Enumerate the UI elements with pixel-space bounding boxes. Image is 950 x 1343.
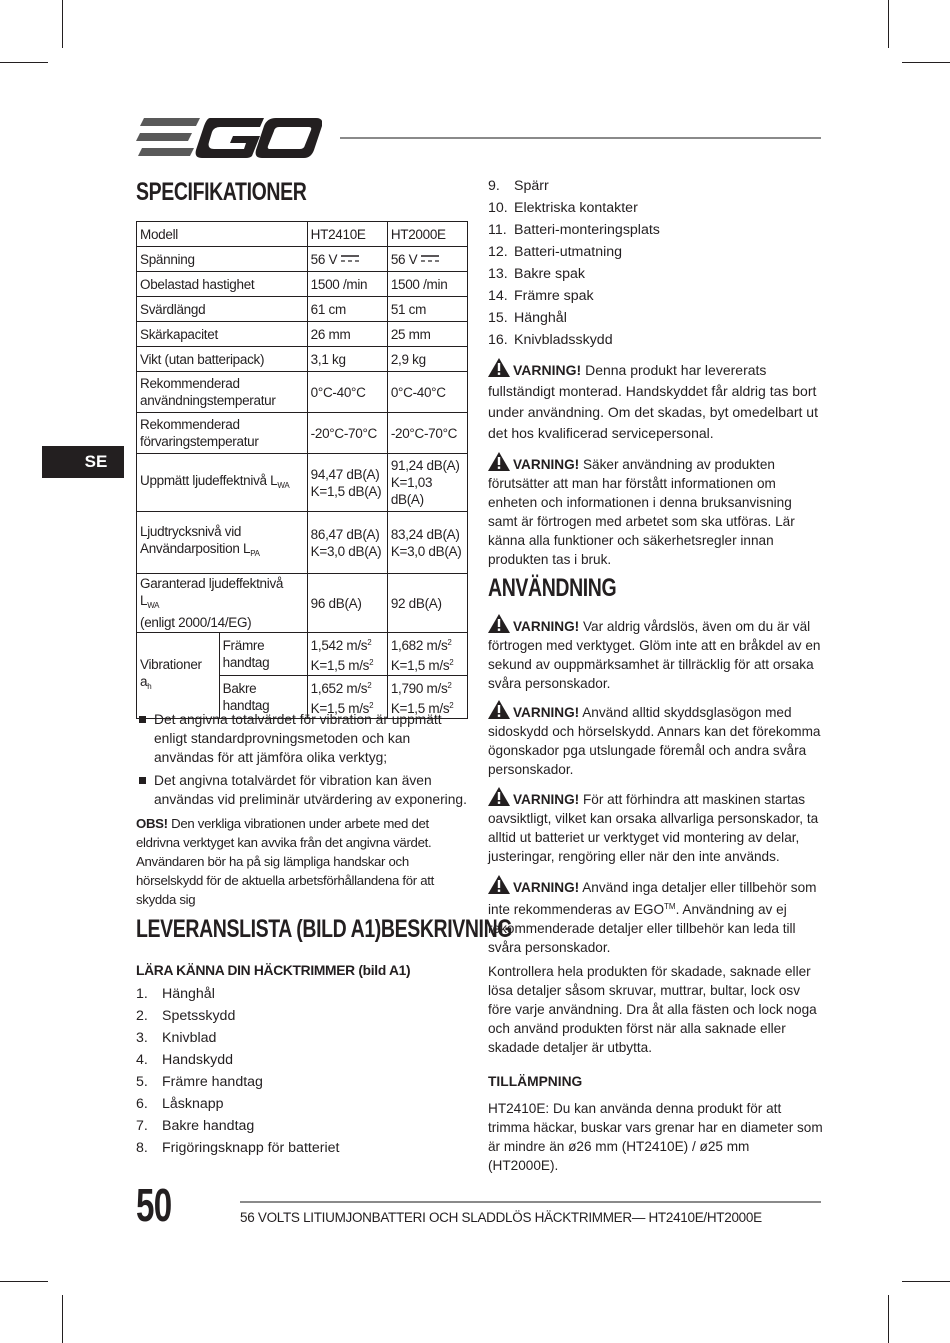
table-cell: 1,790 $m/s^2$ K=1,5 $m/s^2$ <box>387 676 467 719</box>
language-tab: SE <box>42 446 124 478</box>
table-cell: Ljudtrycksnivå vid Användarposition $L_{PA}$ <box>137 512 308 574</box>
list-item: 13. Bakre spak <box>488 266 585 282</box>
table-cell: 83,24 dB(A) K=3,0 dB(A) <box>387 512 467 574</box>
table-row <box>137 297 468 322</box>
warning-accessories: VARNING! Använd inga detaljer eller tillbehör som inte rekommenderas av EGO™. Användning av ej rekommenderade detaljer eller tillbehör kan leda till svåra personskador. <box>488 875 823 957</box>
list-item: 16. Knivbladsskydd <box>488 332 613 348</box>
list-item: 12. Batteri-utmatning <box>488 244 623 260</box>
list-item: 5. Främre handtag <box>136 1074 263 1090</box>
crop-mark <box>902 62 950 63</box>
crop-mark <box>0 1281 48 1282</box>
application-text: HT2410E: Du kan använda denna produkt för att trimma häckar, buskar vars grenar har en diameter som är mindre än ø26 mm (HT2410E) / ø25 mm (HT2000E). <box>488 1101 823 1173</box>
table-cell: 2,9 kg <box>387 347 467 372</box>
table-cell: 92 dB(A) <box>387 574 467 633</box>
table-cell: HT2000E <box>387 222 467 247</box>
table-cell: 0°C-40°C <box>387 372 467 413</box>
usage-title: ANVÄNDNING <box>488 574 617 602</box>
table-cell: Främre handtag <box>219 633 307 676</box>
parts-list-left <box>136 983 468 1159</box>
dc-symbol-icon <box>341 255 359 263</box>
table-row <box>137 512 468 574</box>
table-cell: 56 V <box>387 247 467 272</box>
crop-mark <box>62 0 63 48</box>
table-row <box>137 347 468 372</box>
table-row <box>137 413 468 454</box>
table-cell: Rekommenderad förvaringstemperatur <box>137 413 308 454</box>
table-cell: 3,1 kg <box>307 347 387 372</box>
table-cell: 1,682 $m/s^2$ K=1,5 $m/s^2$ <box>387 633 467 676</box>
table-cell: Svärdlängd <box>137 297 308 322</box>
delivery-subtitle: LÄRA KÄNNA DIN HÄCKTRIMMER (bild A1) <box>136 963 411 978</box>
list-item: 14. Främre spak <box>488 288 594 304</box>
footer-rule <box>240 1201 821 1203</box>
warning-triangle-icon <box>488 452 510 471</box>
warning-triangle-icon <box>488 700 510 719</box>
list-item: 1. Hänghål <box>136 986 215 1002</box>
table-cell: Rekommenderad användningstemperatur <box>137 372 308 413</box>
table-row <box>137 574 468 633</box>
ego-logo <box>136 116 322 160</box>
table-row <box>137 633 468 676</box>
warning-triangle-icon <box>488 787 510 806</box>
parts-list-right <box>488 175 823 351</box>
table-cell: 96 dB(A) <box>307 574 387 633</box>
header-rule <box>340 137 821 139</box>
table-cell: 91,24 dB(A) K=1,03 dB(A) <box>387 454 467 512</box>
list-item: 2. Spetsskydd <box>136 1008 236 1024</box>
dc-symbol-icon <box>421 255 439 263</box>
list-item: 11. Batteri-monteringsplats <box>488 222 660 238</box>
table-cell: Garanterad ljudeffektnivå $L_{WA}$ (enligt 2000/14/EG) <box>137 574 308 633</box>
table-cell: 86,47 dB(A) K=3,0 dB(A) <box>307 512 387 574</box>
list-item: 3. Knivblad <box>136 1030 217 1046</box>
list-item: 9. Spärr <box>488 178 549 194</box>
table-cell: Vibrationer $a_h$ <box>137 633 220 719</box>
list-item: 7. Bakre handtag <box>136 1118 255 1134</box>
table-cell: 94,47 dB(A) K=1,5 dB(A) <box>307 454 387 512</box>
crop-mark <box>888 1295 889 1343</box>
warning-assembled: VARNING! Denna produkt har levererats fullständigt monterad. Handskyddet får aldrig tas bort under användning. Om det skadas, byt omedelbart ut det hos kvalificerad servicepersonal. <box>488 358 823 444</box>
table-cell: Uppmätt ljudeffektnivå $L_{WA}$ <box>137 454 308 512</box>
page-number: 50 <box>136 1179 172 1231</box>
warning-triangle-icon <box>488 875 510 894</box>
warning-triangle-icon <box>488 358 510 377</box>
table-cell: HT2410E <box>307 222 387 247</box>
table-cell: 26 mm <box>307 322 387 347</box>
spec-table <box>136 221 468 719</box>
table-cell: 25 mm <box>387 322 467 347</box>
table-row <box>137 272 468 297</box>
check-instructions: Kontrollera hela produkten för skadade, saknade eller lösa detaljer såsom skruvar, muttrar, bultar, lock osv före varje användning. Dra åt alla fästen och lock noga och använd produkten först när alla saknade eller skadade detaljer är utbytta. <box>488 964 817 1055</box>
table-row <box>137 322 468 347</box>
list-item: Det angivna totalvärdet för vibration är uppmätt enligt standardprovningsmetoden och kan användas för att jämföra olika verktyg; <box>136 710 468 767</box>
table-cell: -20°C-70°C <box>307 413 387 454</box>
table-cell: 1500 /min <box>307 272 387 297</box>
table-cell: 1,652 $m/s^2$ K=1,5 $m/s^2$ <box>307 676 387 719</box>
list-item: 4. Handskydd <box>136 1052 233 1068</box>
table-cell: 61 cm <box>307 297 387 322</box>
table-cell: Modell <box>137 222 308 247</box>
warning-protection: VARNING! Använd alltid skyddsglasögon med sidoskydd och hörselskydd. Annars kan det förekomma ögonskador pga utslungade föremål och andra svåra personskador. <box>488 700 823 779</box>
table-row <box>137 222 468 247</box>
warning-battery-removal: VARNING! För att förhindra att maskinen startas oavsiktligt, vilket kan orsaka allvarliga personskador, ta alltid ut batteriet ur verktyget vid montering av delar, justeringar, rengöring eller när den inte används. <box>488 787 823 866</box>
table-row <box>137 247 468 272</box>
table-cell: Bakre handtag <box>219 676 307 719</box>
table-cell: 0°C-40°C <box>307 372 387 413</box>
vibration-notes <box>136 710 468 813</box>
table-row <box>137 454 468 512</box>
crop-mark <box>902 1281 950 1282</box>
table-cell: Obelastad hastighet <box>137 272 308 297</box>
crop-mark <box>888 0 889 48</box>
warning-careless: VARNING! Var aldrig vårdslös, även om du är väl förtrogen med verktyget. Glöm inte att en bråkdel av en sekund av ouppmärksamhet är tillräcklig för att orsaka svåra personskador. <box>488 614 823 693</box>
table-cell: Spänning <box>137 247 308 272</box>
footer-text: 56 VOLTS LITIUMJONBATTERI OCH SLADDLÖS HÄCKTRIMMER— HT2410E/HT2000E <box>240 1210 762 1225</box>
table-cell: -20°C-70°C <box>387 413 467 454</box>
delivery-title: LEVERANSLISTA (BILD A1)BESKRIVNING <box>136 915 513 943</box>
table-cell: 51 cm <box>387 297 467 322</box>
crop-mark <box>0 62 48 63</box>
warning-safe-use: VARNING! Säker användning av produkten förutsätter att man har förstått informationen om enheten och informationen i denna bruksanvisning samt är förtrogen med arbetet som ska utföras. Lär känna alla funktioner och säkerhetsregler innan produkten tas i bruk. <box>488 452 823 569</box>
list-item: 8. Frigöringsknapp för batteriet <box>136 1140 340 1156</box>
list-item: 15. Hänghål <box>488 310 567 326</box>
application-title: TILLÄMPNING <box>488 1074 583 1089</box>
table-cell: 1500 /min <box>387 272 467 297</box>
table-cell: Skärkapacitet <box>137 322 308 347</box>
warning-triangle-icon <box>488 614 510 633</box>
list-item: 6. Låsknapp <box>136 1096 224 1112</box>
crop-mark <box>62 1295 63 1343</box>
table-cell: 1,542 $m/s^2$ K=1,5 $m/s^2$ <box>307 633 387 676</box>
specs-title: SPECIFIKATIONER <box>136 178 307 206</box>
table-cell: Vikt (utan batteripack) <box>137 347 308 372</box>
obs-note: OBS! Den verkliga vibrationen under arbete med det eldrivna verktyget kan avvika från det angivna värdet. Användaren bör ha på sig lämpliga handskar och hörselskydd för de aktuella arbetsförhållandena för att skydda sig <box>136 816 434 907</box>
table-row <box>137 372 468 413</box>
list-item: 10. Elektriska kontakter <box>488 200 638 216</box>
table-cell: 56 V <box>307 247 387 272</box>
list-item: Det angivna totalvärdet för vibration kan även användas vid preliminär utvärdering av exponering. <box>136 771 468 809</box>
